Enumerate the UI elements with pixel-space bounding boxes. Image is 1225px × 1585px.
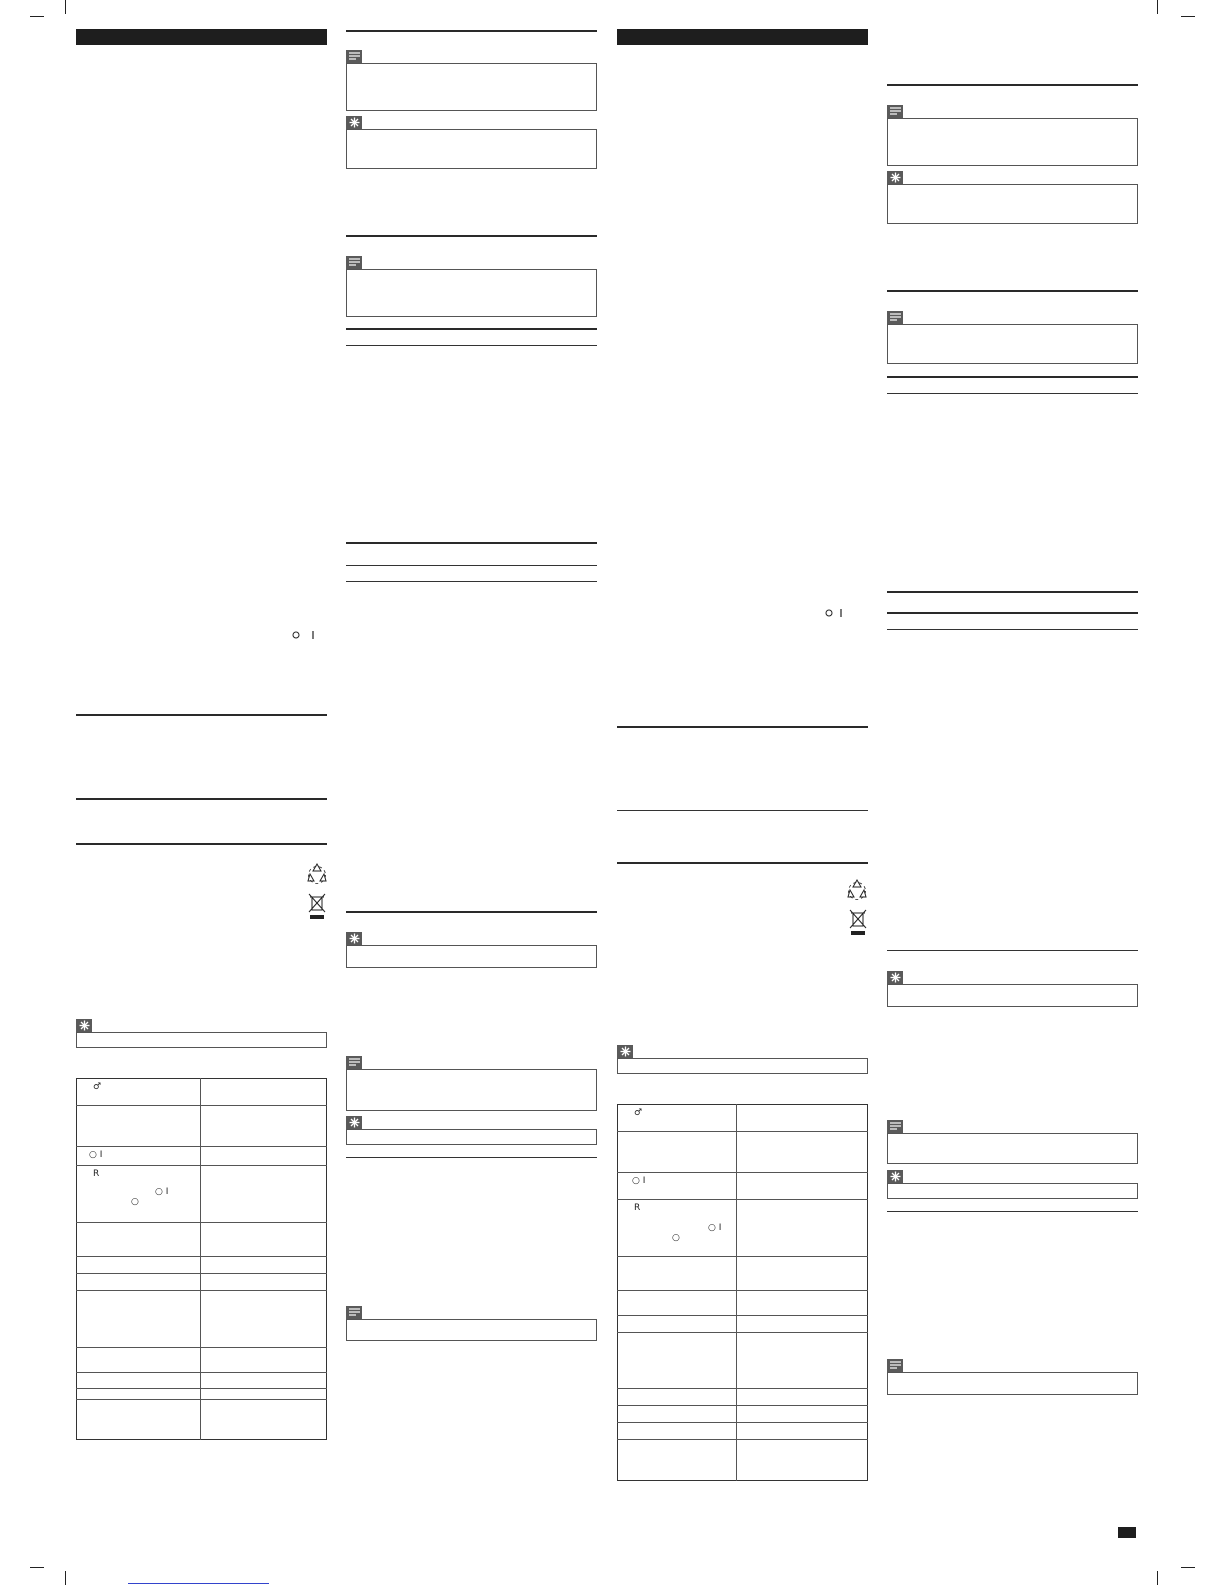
crop-mark [65, 1571, 66, 1585]
section-rule [887, 290, 1138, 292]
tip-asterisk-icon [890, 1171, 901, 1182]
note-lines-icon [349, 52, 360, 61]
section-rule [346, 30, 597, 32]
note-badge [346, 1306, 362, 1319]
section-rule [76, 798, 327, 800]
tip-badge [887, 971, 903, 984]
crop-mark [1181, 1567, 1195, 1568]
section-rule [887, 393, 1138, 394]
section-rule [887, 591, 1138, 593]
note-box [887, 1372, 1138, 1395]
tip-box [76, 1032, 327, 1048]
microphone-icon: ♂ [634, 1108, 643, 1118]
section-rule [617, 862, 868, 864]
microphone-icon: ♂ [93, 1082, 102, 1092]
power-circle-icon: ○ [131, 1197, 139, 1207]
tip-asterisk-icon [620, 1046, 631, 1057]
reset-r-icon: R [634, 1203, 641, 1213]
tip-box [617, 1058, 868, 1074]
tip-badge [76, 1019, 92, 1032]
section-rule [76, 714, 327, 716]
tip-badge [346, 1116, 362, 1129]
note-badge [346, 1056, 362, 1069]
note-badge [887, 1359, 903, 1372]
crossed-bin-icon [308, 893, 326, 926]
crop-mark [1181, 16, 1195, 17]
tip-asterisk-icon [349, 1117, 360, 1128]
note-box [346, 1069, 597, 1111]
crop-mark [1157, 1571, 1158, 1585]
note-box [346, 269, 597, 317]
section-rule [887, 84, 1138, 86]
note-box [887, 118, 1138, 166]
tip-box [887, 184, 1138, 224]
tip-badge [346, 932, 362, 945]
note-lines-icon [890, 1361, 901, 1370]
power-symbols [825, 606, 849, 624]
section-rule [346, 911, 597, 913]
tip-box [346, 1129, 597, 1145]
crop-mark [30, 1567, 44, 1568]
section-rule [887, 376, 1138, 378]
note-lines-icon [890, 107, 901, 116]
recycle-icon [306, 862, 328, 889]
note-lines-icon [349, 1308, 360, 1317]
note-lines-icon [890, 313, 901, 322]
power-circle-icon: ○ I [632, 1176, 646, 1186]
section-rule [887, 629, 1138, 630]
footer-link-underline[interactable] [128, 1583, 269, 1584]
note-badge [887, 1120, 903, 1133]
tip-box [887, 984, 1138, 1007]
section-header-bar [76, 29, 327, 45]
section-rule [617, 810, 868, 811]
note-box [887, 324, 1138, 364]
note-badge [887, 311, 903, 324]
power-circle-icon: ○ I [89, 1150, 103, 1160]
note-lines-icon [349, 1058, 360, 1067]
tip-asterisk-icon [79, 1020, 90, 1031]
section-rule [346, 345, 597, 346]
note-box [887, 1133, 1138, 1164]
section-rule [346, 565, 597, 566]
power-circle-icon: ○ I [708, 1223, 722, 1233]
tip-badge [346, 116, 362, 129]
tip-badge [887, 1170, 903, 1183]
section-header-bar [617, 29, 868, 45]
note-lines-icon [890, 1122, 901, 1131]
power-circle-icon: ○ [672, 1233, 680, 1243]
section-rule [887, 1211, 1138, 1212]
section-rule [76, 843, 327, 845]
note-badge [346, 50, 362, 63]
tip-badge [617, 1045, 633, 1058]
section-rule [346, 542, 597, 544]
section-rule [346, 328, 597, 330]
tip-badge [887, 171, 903, 184]
tip-box [346, 945, 597, 968]
tip-box [887, 1183, 1138, 1199]
power-symbols [292, 628, 322, 646]
page-number-block [1118, 1527, 1136, 1538]
note-box [346, 63, 597, 111]
note-box [346, 1319, 597, 1341]
reset-r-icon: R [93, 1169, 100, 1179]
power-circle-icon: ○ I [155, 1187, 169, 1197]
note-badge [887, 105, 903, 118]
tip-asterisk-icon [890, 172, 901, 183]
section-rule [346, 1157, 597, 1158]
crop-mark [1157, 0, 1158, 14]
note-lines-icon [349, 258, 360, 267]
spec-table [617, 1104, 868, 1481]
tip-asterisk-icon [890, 972, 901, 983]
tip-box [346, 129, 597, 169]
section-rule [887, 950, 1138, 951]
spec-table [76, 1078, 327, 1440]
section-rule [346, 581, 597, 582]
crop-mark [30, 16, 44, 17]
tip-asterisk-icon [349, 117, 360, 128]
recycle-icon [846, 878, 868, 905]
section-rule [346, 235, 597, 237]
crossed-bin-icon [849, 909, 867, 942]
section-rule [617, 726, 868, 728]
crop-mark [65, 0, 66, 14]
tip-asterisk-icon [349, 933, 360, 944]
note-badge [346, 256, 362, 269]
section-rule [887, 612, 1138, 614]
